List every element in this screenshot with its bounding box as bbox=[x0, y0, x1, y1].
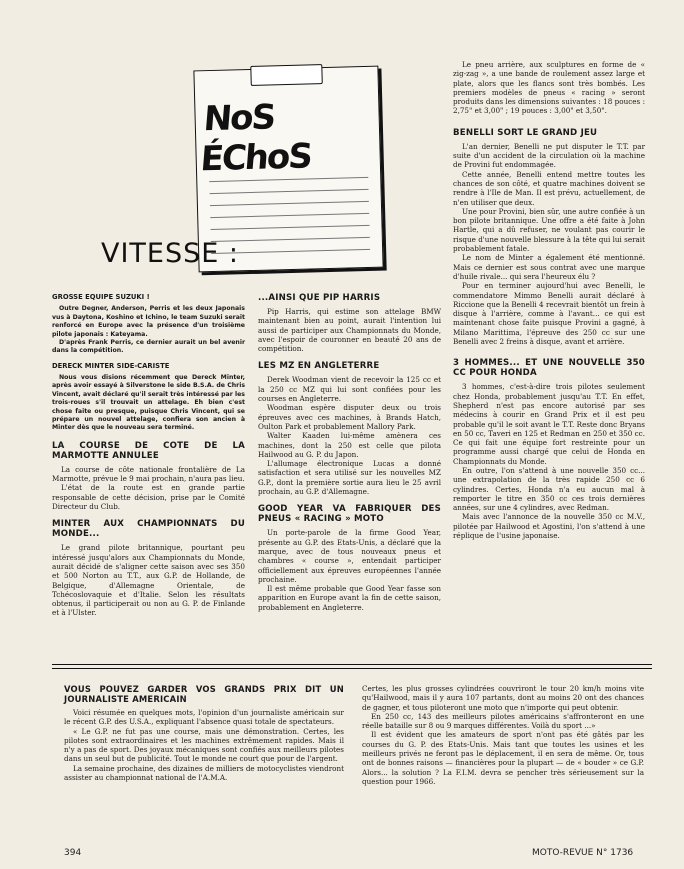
article-paragraph: Pour en terminer aujourd'hui avec Benelli, le commendatore Mimmo Benelli aurait déclaré à Riccione que la Benelli 4 recevrait bientôt un frein à disque à l'arrière, comme à l'avant... ce qui est maintenant chose faite puisque Provini a gagné, à Milano Marittima, l'épreuve des 250 cc sur une Benelli avec 2 freins à disque, avant et arrière. bbox=[453, 281, 645, 347]
article-paragraph: La course de côte nationale frontalière de La Marmotte, prévue le 9 mai prochain, n'aura pas lieu. bbox=[52, 464, 245, 484]
article-paragraph: Nous vous disions récemment que Dereck Minter, après avoir essayé à Silverstone le side B.S.A. de Chris Vincent, avait déclaré qu'il serait très intéressé par les trois-roues s'il trouvait un attelage. Eh bien c'est chose faite ou presque, puisque Chris Vincent, qui se prépare un nouvel attelage, confiera son ancien à Minter dès que le nouveau sera terminé. bbox=[52, 374, 245, 432]
right-column bbox=[453, 60, 645, 540]
article-paragraph: 3 hommes, c'est-à-dire trois pilotes seulement chez Honda, probablement jusqu'au T.T. En effet, Shepherd n'est pas encore autorisé par ses médecins à courir en Grand Prix et il est peu probable qu'il le soit avant le T.T. Reste donc Bryans en 50 cc, Taveri en 125 et Redman en 250 et 350 cc. Ce qui fait une équipe fort restreinte pour un programme aussi chargé que celui de Honda en Championnats du Monde. bbox=[453, 382, 645, 466]
bottom-right-column bbox=[362, 684, 644, 786]
article-paragraph: Woodman espère disputer deux ou trois épreuves avec ces machines, à Brands Hatch, Oulton Park et probablement Mallory Park. bbox=[258, 403, 441, 431]
article-heading: LA COURSE DE COTE DE LA MARMOTTE ANNULEE bbox=[52, 440, 245, 461]
article-paragraph: Outre Degner, Anderson, Perris et les deux Japonais vus à Daytona, Koshino et Ichino, le team Suzuki serait renforcé en Europe avec la présence d'un troisième pilote japonais : Kateyama. bbox=[52, 305, 245, 338]
pen-illustration bbox=[250, 64, 322, 86]
article-paragraph: Voici résumée en quelques mots, l'opinion d'un journaliste américain sur le récent G.P. des U.S.A., expliquant l'absence quasi totale de spectateurs. bbox=[64, 708, 344, 727]
article-paragraph: L'état de la route est en grande partie responsable de cette décision, prise par le Comité Directeur du Club. bbox=[52, 483, 245, 512]
article-paragraph: « Le G.P. ne fut pas une course, mais une démonstration. Certes, les pilotes sont extraordinaires et les machines extrêmement rapides. Mais il n'y a pas de sport. Des joyaux mécaniques sont confiés aux meilleurs pilotes dans un seul but de publicité. Tout le monde ne court que pour de l'argent. bbox=[64, 726, 344, 764]
article-paragraph: Un porte-parole de la firme Good Year, présente au G.P. des Etats-Unis, a déclaré que la marque, avec de tous nouveaux pneus et chambres « course », entendait participer officiellement aux épreuves européennes l'année prochaine. bbox=[258, 528, 441, 584]
article-paragraph: Pip Harris, qui estime son attelage BMW maintenant bien au point, aurait l'intention lui aussi de participer aux Championnats du Monde, avec l'espoir de couronner en beauté 20 ans de compétition. bbox=[258, 307, 441, 354]
article-heading: 3 HOMMES... ET UNE NOUVELLE 350 CC POUR HONDA bbox=[453, 358, 645, 379]
article-paragraph: L'an dernier, Benelli ne put disputer le T.T. par suite d'un accident de la circulation où la machine de Provini fut endommagée. bbox=[453, 141, 645, 170]
left-column bbox=[52, 293, 245, 618]
article-paragraph: En outre, l'on s'attend à une nouvelle 350 cc... une extrapolation de la très rapide 250 cc 6 cylindres. Certes, Honda n'a eu aucun mal à remporter le titre en 350 cc ces trois dernières années, sur une 4 cylindres, avec Redman. bbox=[453, 465, 645, 513]
article-heading: LES MZ EN ANGLETERRE bbox=[258, 361, 380, 372]
article-heading: GOOD YEAR VA FABRIQUER DES PNEUS « RACING » MOTO bbox=[258, 504, 441, 525]
article-heading: DERECK MINTER SIDE-CARISTE bbox=[52, 361, 170, 370]
article-paragraph: Le nom de Minter a également été mentionné. Mais ce dernier est sous contrat avec une marque d'huile rivale... qui sera l'heureux élu ? bbox=[453, 253, 645, 281]
logo-text: NoS ÉChoS bbox=[199, 97, 313, 180]
article-paragraph: Le grand pilote britannique, pourtant peu intéressé jusqu'alors aux Championnats du Monde, aurait décidé de s'aligner cette saison avec ses 350 et 500 Norton au T.T., aux G.P. de Hollande, de Belgique, d'Allemagne Orientale, de Tchécoslovaquie et d'Italie. Selon les résultats obtenus, il participerait ou non au G. P. de Finlande et à l'Ulster. bbox=[52, 543, 245, 618]
article-paragraph: L'allumage électronique Lucas a donné satisfaction et sera utilisé sur les nouvelles MZ G.P., dont la première sortie aura lieu le 25 avril prochain, au G.P. d'Allemagne. bbox=[258, 459, 441, 497]
article-paragraph: En 250 cc, 143 des meilleurs pilotes américains s'affronteront en une réelle bataille sur 8 ou 9 marques différentes. Voilà du sport ...» bbox=[362, 711, 644, 731]
separator-rule bbox=[52, 668, 652, 669]
article-paragraph: Walter Kaaden lui-même amènera ces machines, dont la 250 est celle que pilota Hailwood au G. P. du Japon. bbox=[258, 431, 441, 459]
article-paragraph: Cette année, Benelli entend mettre toutes les chances de son côté, et quatre machines doivent se rendre à l'Ile de Man. Il est prévu, actuellement, de n'en utiliser que deux. bbox=[453, 169, 645, 207]
article-paragraph: D'après Frank Perris, ce dernier aurait un bel avenir dans la compétition. bbox=[52, 338, 245, 355]
article-heading: MINTER AUX CHAMPIONNATS DU MONDE... bbox=[52, 519, 245, 540]
article-paragraph: Une pour Provini, bien sûr, une autre confiée à un bon pilote britannique. Une offre a été faite à John Hartle, qui a dû refuser, ne voulant pas courir le risque d'une nouvelle blessure à la tête qui lui serait probablement fatale. bbox=[453, 206, 645, 254]
article-paragraph: Derek Woodman vient de recevoir la 125 cc et la 250 cc MZ qui lui sont confiées pour les courses en Angleterre. bbox=[258, 375, 441, 404]
article-paragraph: Mais avec l'annonce de la nouvelle 350 cc M.V., pilotée par Hailwood et Agostini, l'on s'attend à une réplique de l'usine japonaise. bbox=[453, 512, 645, 541]
article-heading: GROSSE EQUIPE SUZUKI ! bbox=[52, 293, 150, 301]
article-heading: ...AINSI QUE PIP HARRIS bbox=[258, 293, 381, 303]
page-number: 394 bbox=[64, 848, 82, 858]
middle-column bbox=[258, 293, 441, 612]
article-heading: VOUS POUVEZ GARDER VOS GRANDS PRIX DIT UN JOURNALISTE AMERICAIN bbox=[64, 684, 344, 704]
article-paragraph: Le pneu arrière, aux sculptures en forme de « zig-zag », a une bande de roulement assez large et plate, alors que les flancs sont très bombés. Les premiers modèles de pneus « racing » seront produits dans les dimensions suivantes : 18 pouces : 2,75" et 3,00" ; 19 pouces : 3,00" et 3,50". bbox=[453, 60, 645, 116]
article-paragraph: Il est même probable que Good Year fasse son apparition en Europe avant la fin de cette saison, probablement en Angleterre. bbox=[258, 584, 441, 612]
section-title: VITESSE : bbox=[101, 238, 240, 269]
bottom-left-column bbox=[64, 684, 344, 782]
article-paragraph: Il est évident que les amateurs de sport n'ont pas été gâtés par les courses du G. P. des Etats-Unis. Mais tant que toutes les usines et les meilleurs privés ne feront pas le déplacement, il en sera de même. Or, tous ont de bonnes raisons — financières pour la plupart — de « bouder » ce G.P. Alors... la solution ? La F.I.M. devra se pencher très sérieusement sur la question pour 1966. bbox=[362, 730, 644, 786]
separator-rule bbox=[52, 664, 652, 665]
article-paragraph: Certes, les plus grosses cylindrées couvriront le tour 20 km/h moins vite qu'Hailwood, mais il y aura 107 partants, dont au moins 20 ont des chances de gagner, et tous piloteront une moto que n'importe qui peut obtenir. bbox=[362, 684, 644, 712]
article-paragraph: La semaine prochaine, des dizaines de milliers de motocyclistes viendront assister au championnat national de l'A.M.A. bbox=[64, 763, 344, 783]
magazine-issue: MOTO-REVUE N° 1736 bbox=[532, 848, 634, 858]
article-heading: BENELLI SORT LE GRAND JEU bbox=[453, 127, 598, 138]
